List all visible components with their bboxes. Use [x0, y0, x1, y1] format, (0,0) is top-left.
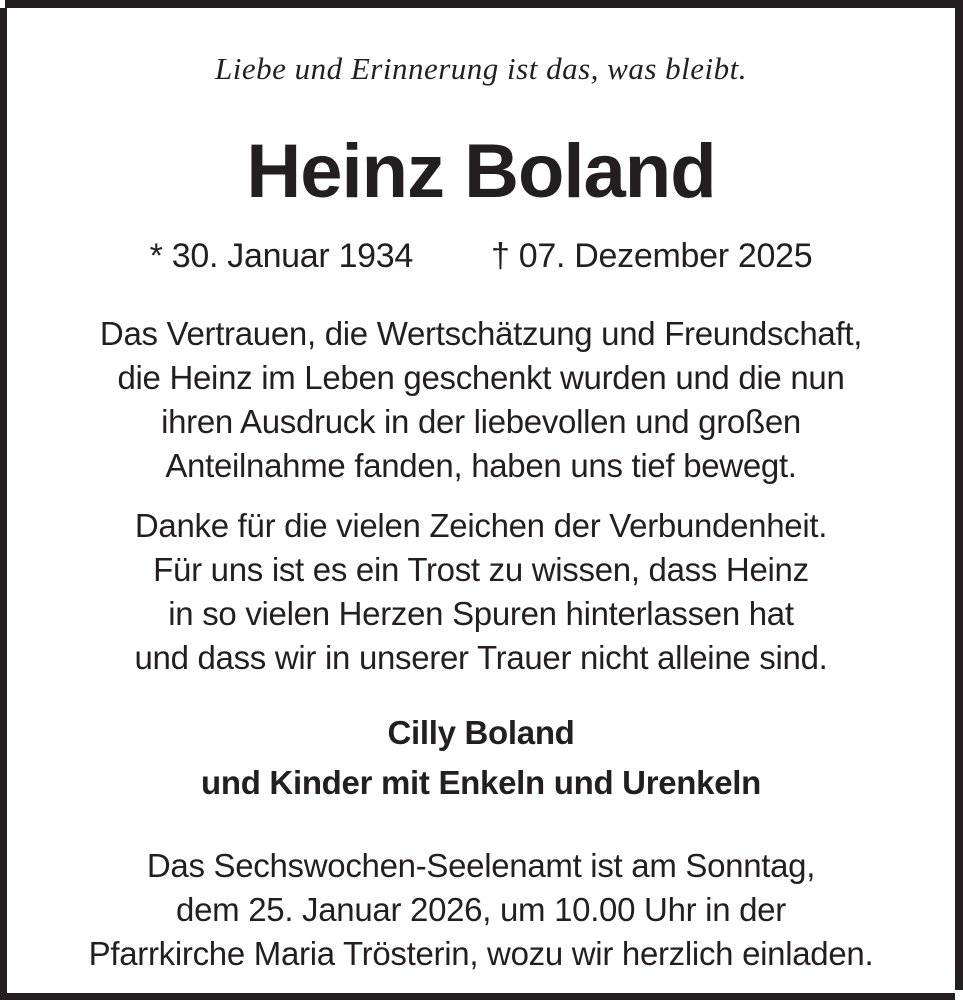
tagline: Liebe und Erinnerung ist das, was bleibt.: [215, 51, 747, 86]
frame-right-border: [955, 7, 963, 990]
service-paragraph: [7, 844, 955, 976]
thanks-paragraph: [7, 312, 955, 488]
mourners-block: [7, 708, 955, 808]
paragraph-line: Danke für die vielen Zeichen der Verbundenheit.: [134, 507, 828, 544]
paragraph-line: dem 25. Januar 2026, um 10.00 Uhr in der: [176, 891, 786, 928]
mourner-family: und Kinder mit Enkeln und Urenkeln: [200, 764, 762, 801]
birth-date: * 30. Januar 1934: [149, 236, 414, 275]
frame-bottom-border: [0, 993, 955, 1000]
paragraph-line: die Heinz im Leben geschenkt wurden und die nun: [117, 359, 845, 396]
mourner-name: Cilly Boland: [387, 714, 575, 751]
frame-top-border: [5, 0, 963, 8]
paragraph-line: Pfarrkirche Maria Trösterin, wozu wir herzlich einladen.: [88, 935, 874, 972]
paragraph-line: Für uns ist es ein Trost zu wissen, dass Heinz: [153, 551, 809, 588]
paragraph-line: Anteilnahme fanden, haben uns tief bewegt.: [165, 447, 797, 484]
frame-left-border: [0, 8, 7, 1000]
paragraph-line: Das Vertrauen, die Wertschätzung und Freundschaft,: [99, 315, 863, 352]
paragraph-line: in so vielen Herzen Spuren hinterlassen hat: [168, 595, 794, 632]
paragraph-line: Das Sechswochen-Seelenamt ist am Sonntag,: [146, 847, 816, 884]
paragraph-line: und dass wir in unserer Trauer nicht alleine sind.: [134, 639, 828, 676]
notice-content: [7, 8, 955, 993]
deceased-name: Heinz Boland: [246, 129, 716, 214]
comfort-paragraph: [7, 504, 955, 680]
death-date: † 07. Dezember 2025: [491, 236, 813, 275]
paragraph-line: ihren Ausdruck in der liebevollen und großen: [161, 403, 801, 440]
life-dates: [7, 236, 955, 276]
